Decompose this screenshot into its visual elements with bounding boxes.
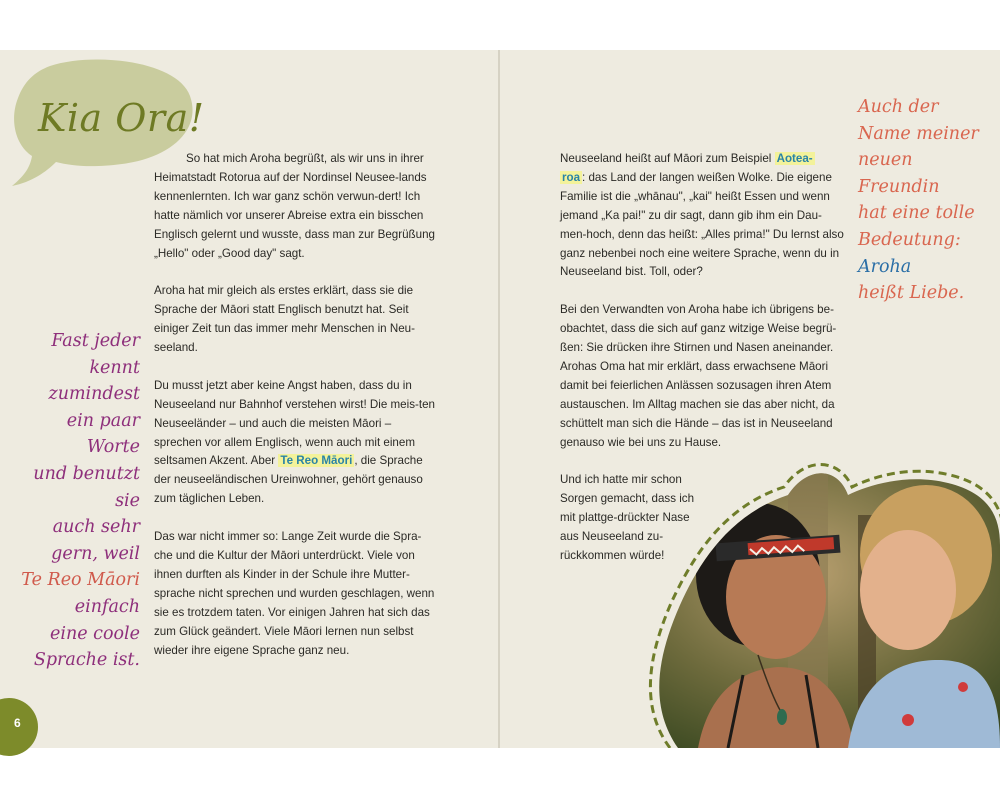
te-reo-maori-highlight: Te Reo Māori <box>280 454 353 468</box>
right-paragraph-2: Bei den Verwandten von Aroha habe ich übrigens be-obachtet, dass die sich auf ganz witzige Weise begrü-ßen: Sie drücken ihre Stirnen und Nasen aneinander. Arohas Oma hat mir erklärt, dass erwachsene Māori damit bei feierlichen Anlässen sozusagen ihren Atem austauschen. Im Alltag machen sie das aber nicht, da schüttelt man sich die Hände – das ist in Neuseeland genauso wie bei uns zu Hause. <box>560 303 837 449</box>
paragraph-2: Aroha hat mir gleich als erstes erklärt, dass sie die Sprache der Māori statt Englisch benutzt hat. Seit einiger Zeit tun das immer mehr Menschen in Neu-seeland. <box>154 284 415 355</box>
quote-line: Fast jeder <box>51 331 140 351</box>
aotearoa-highlight-part2: roa <box>562 170 581 184</box>
page-heading: Kia Ora! <box>38 96 205 140</box>
quote-line: neuen Freundin <box>858 150 940 197</box>
quote-line: kennt zumindest <box>48 357 140 405</box>
quote-line: Sprache ist. <box>33 650 140 671</box>
paragraph-1: So hat mich Aroha begrüßt, als wir uns in ihrer Heimatstadt Rotorua auf der Nordinsel Neusee-lands kennenlernten. Ich war ganz schön verwun-dert! Ich hatte nämlich vor unserer Abreise extra ein bisschen Englisch gelernt und wusste, dass man zur Begrüßung „Hello" oder „Good day" sagt. <box>154 152 435 260</box>
quote-line: einfach <box>74 596 140 617</box>
quote-line: Name meiner <box>858 123 979 144</box>
quote-line: heißt Liebe. <box>858 283 965 304</box>
right-paragraph-1 <box>560 150 845 282</box>
quote-line: eine coole <box>50 623 140 644</box>
aotearoa-highlight-part1: Aotea- <box>776 152 813 165</box>
left-column-text <box>154 150 436 679</box>
quote-line: gern, weil <box>51 543 140 564</box>
paragraph-3 <box>154 377 436 509</box>
left-side-quote <box>10 328 140 674</box>
quote-accent: Aroha <box>858 256 912 277</box>
paragraph-4: Das war nicht immer so: Lange Zeit wurde die Spra-che und die Kultur der Māori unterdrückt. Viele von ihnen durften als Kinder in der Schule ihre Mutter-sprache nicht sprechen und wurden geschlagen, wenn sie es trotzdem taten. Vor einigen Jahren hat sich das zum Glück geändert. Viele Māori lernen nun selbst wieder ihre eigene Sprache ganz neu. <box>154 530 435 657</box>
right-paragraph-1-end: : das Land der langen weißen Wolke. Die eigene Familie ist die „whānau", „kai" heißt Essen und wenn jemand „Ka pai!" zu dir sagt, dann gib ihm ein Dau-men-hoch, denn das heißt: „Alles prima!" Du lernst also ganz nebenbei noch eine weitere Sprache, wenn du in Neuseeland bist. Toll, oder? <box>560 170 844 279</box>
right-paragraph-3: Und ich hatte mir schon Sorgen gemacht, dass ich mit plattge-drückter Nase aus Neuseeland zu-rückkommen würde! <box>560 473 695 562</box>
right-paragraph-1-start: Neuseeland heißt auf Māori zum Beispiel <box>560 152 775 165</box>
quote-line: Bedeutung: <box>858 229 961 250</box>
quote-accent: Te Reo Māori <box>21 570 140 591</box>
quote-line: und benutzt sie <box>33 463 140 511</box>
quote-line: Auch der <box>858 97 939 117</box>
photo-two-women-hongi <box>608 455 1000 748</box>
paragraph-3-end: , die Sprache der neuseeländischen Ureinwohner, gehört genauso zum täglichen Leben. <box>154 454 423 506</box>
page-number: 6 <box>14 716 21 730</box>
quote-line: auch sehr <box>52 517 140 538</box>
right-column-text <box>560 150 845 471</box>
quote-line: hat eine tolle <box>858 203 975 224</box>
quote-line: ein paar Worte <box>66 410 140 458</box>
paragraph-3-start: Du musst jetzt aber keine Angst haben, dass du in Neuseeland nur Bahnhof verstehen wirst! Die meis-ten Neuseeländer – und auch die meisten Māori – sprechen vor allem Englisch, wenn auch mit einem seltsamen Akzent. Aber <box>154 378 435 468</box>
page-fold <box>498 50 500 748</box>
right-side-quote <box>858 94 994 307</box>
